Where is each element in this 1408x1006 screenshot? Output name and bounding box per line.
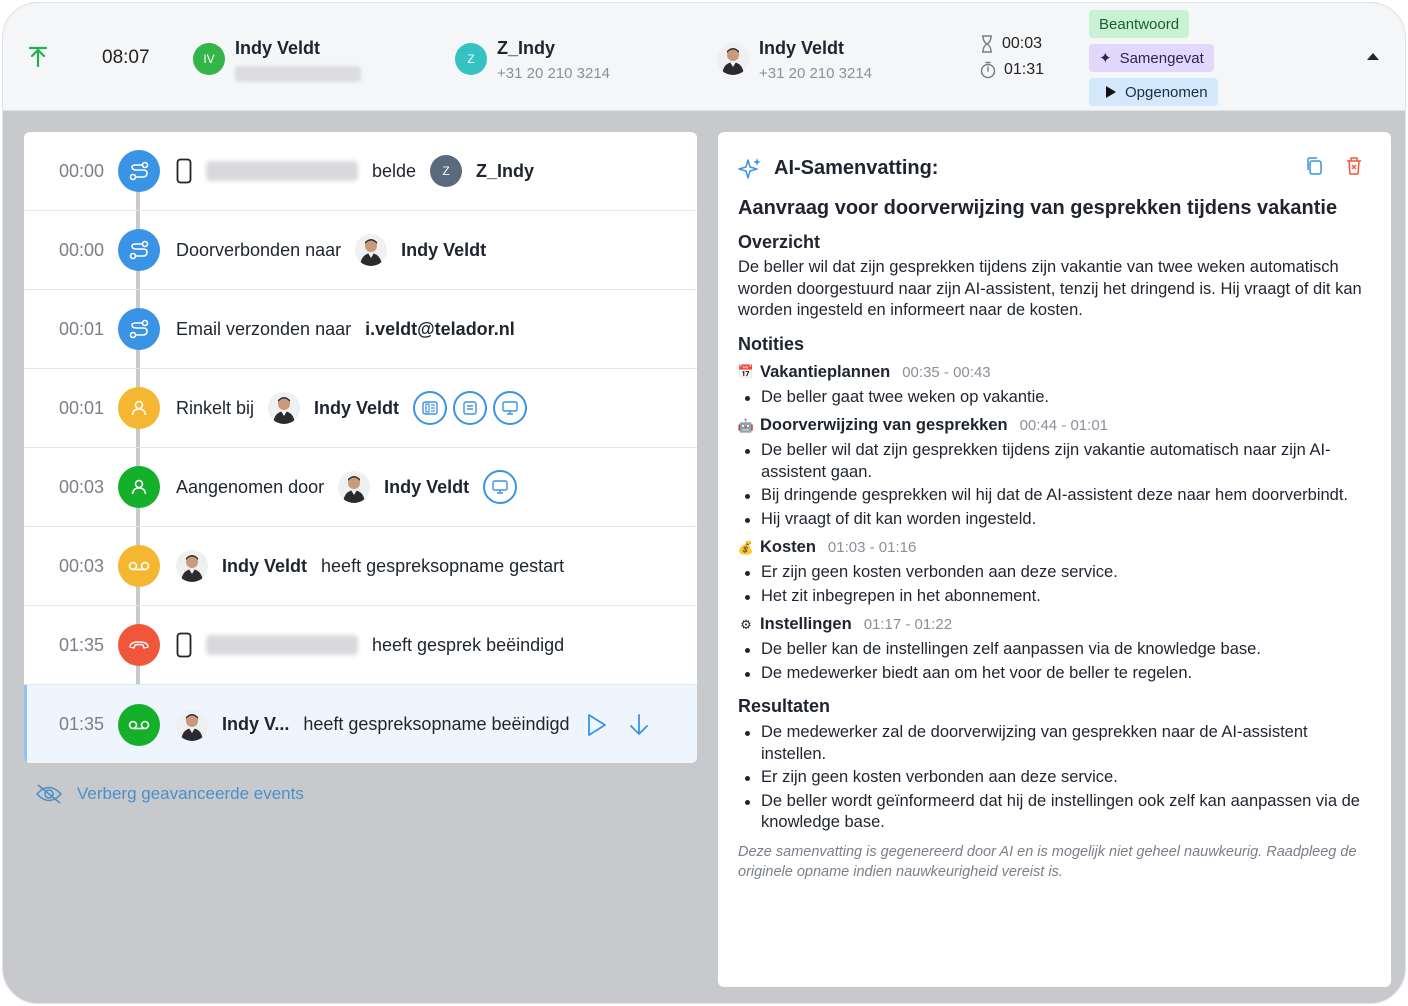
caller-info xyxy=(235,38,361,82)
event-content xyxy=(176,550,564,582)
eye-off-icon xyxy=(35,783,63,805)
note-items xyxy=(738,440,1371,530)
note-title: Doorverwijzing van gesprekken xyxy=(760,416,1008,434)
event-email: i.veldt@telador.nl xyxy=(365,318,515,339)
callee-info xyxy=(497,38,610,82)
event-content xyxy=(176,234,486,266)
event-name: Z_Indy xyxy=(476,160,535,181)
note-title: Vakantieplannen xyxy=(760,362,891,381)
timeline-row xyxy=(24,369,697,448)
note-items xyxy=(738,387,1371,409)
hangup-icon xyxy=(118,624,160,666)
list-item: De medewerker zal de doorverwijzing van gesprekken naar de AI-assistent instellen. xyxy=(738,722,1371,765)
timeline-row xyxy=(24,448,697,527)
note-items xyxy=(738,639,1371,684)
user-icon xyxy=(118,466,160,508)
recorded-badge[interactable] xyxy=(1089,78,1218,106)
event-text: heeft gesprek beëindigd xyxy=(372,634,565,655)
list-item: De beller wil dat zijn gesprekken tijdens zijn vakantie automatisch naar zijn AI-assistent gaan. xyxy=(738,440,1371,483)
event-text: belde xyxy=(372,160,417,181)
timeline-row xyxy=(24,290,697,369)
caller-number-redacted xyxy=(206,161,358,181)
download-icon[interactable] xyxy=(628,713,650,737)
app-phone-icon[interactable] xyxy=(453,391,487,425)
summary-heading-label: AI-Samenvatting: xyxy=(774,156,939,179)
note-heading xyxy=(738,615,1371,634)
results-title: Resultaten xyxy=(738,696,831,716)
event-time: 00:00 xyxy=(58,160,104,181)
call-header[interactable] xyxy=(3,3,1406,111)
caller-number-redacted xyxy=(235,66,361,82)
caller-avatar: IV xyxy=(193,43,225,75)
caller-name: Indy Veldt xyxy=(235,38,321,58)
event-text: heeft gespreksopname beëindigd xyxy=(303,714,570,734)
timeline-row xyxy=(24,606,697,685)
agent-avatar xyxy=(176,550,208,582)
mobile-phone-icon xyxy=(176,158,192,184)
overview-text: De beller wil dat zijn gesprekken tijdens zijn vakantie van twee weken automatisch worden doorgestuurd naar zijn AI-assistent, tenzij het dringend is. Hij vraagt of dit kan worden ingesteld en informeert naar de kosten. xyxy=(738,258,1362,319)
agent-avatar xyxy=(268,392,300,424)
ai-disclaimer: Deze samenvatting is gegenereerd door AI en is mogelijk niet geheel nauwkeurig. Raadpleeg de originele opname indien nauwkeurigheid vereist is. xyxy=(738,843,1357,880)
note-title: Kosten xyxy=(760,538,816,556)
app-frame xyxy=(2,2,1406,1004)
event-content xyxy=(176,470,517,504)
event-content xyxy=(176,709,650,741)
list-item: Hij vraagt of dit kan worden ingesteld. xyxy=(738,509,1371,531)
event-time: 00:01 xyxy=(58,397,104,418)
mobile-phone-icon xyxy=(176,632,192,658)
summary-heading xyxy=(738,154,1371,182)
event-name: Indy Veldt xyxy=(222,555,308,576)
callee-name: Z_Indy xyxy=(497,38,556,58)
list-item: Er zijn geen kosten verbonden aan deze service. xyxy=(738,562,1371,584)
note-title: Instellingen xyxy=(760,615,852,633)
note-heading xyxy=(738,363,1371,382)
event-content xyxy=(176,155,534,187)
note-time-range: 00:35 - 00:43 xyxy=(902,363,991,381)
robot-icon: 🤖 xyxy=(737,417,755,433)
stopwatch-icon xyxy=(980,61,996,79)
hide-advanced-events-link[interactable] xyxy=(35,783,304,805)
event-time: 01:35 xyxy=(58,714,104,734)
summary-actions xyxy=(1305,156,1363,176)
voicemail-icon xyxy=(118,704,160,746)
route-icon xyxy=(118,308,160,350)
recorded-badge-label: Opgenomen xyxy=(1125,83,1208,101)
gear-icon: ⚙ xyxy=(740,616,752,632)
event-name: Indy Veldt xyxy=(384,476,470,497)
list-item: De beller gaat twee weken op vakantie. xyxy=(738,387,1371,409)
hide-advanced-events-label: Verberg geavanceerde events xyxy=(77,784,304,803)
callee-avatar: Z xyxy=(455,43,487,75)
event-content xyxy=(176,632,564,658)
event-time: 01:35 xyxy=(58,634,104,655)
ai-sparkle-icon xyxy=(738,156,762,180)
event-content xyxy=(176,391,527,425)
note-heading xyxy=(738,538,1371,557)
list-item: Bij dringende gesprekken wil hij dat de AI-assistent deze naar hem doorverbindt. xyxy=(738,485,1371,507)
agent-avatar xyxy=(338,471,370,503)
event-text: heeft gespreksopname gestart xyxy=(321,555,565,576)
money-bag-icon: 💰 xyxy=(737,539,755,555)
event-text: Doorverbonden naar xyxy=(176,239,342,260)
agent-avatar xyxy=(176,709,208,741)
notes-title: Notities xyxy=(738,333,805,354)
agent-number: +31 20 210 3214 xyxy=(759,65,873,82)
route-icon xyxy=(118,150,160,192)
event-name: Indy Veldt xyxy=(401,239,487,260)
answered-badge: Beantwoord xyxy=(1089,10,1189,38)
overview-title: Overzicht xyxy=(738,232,821,252)
copy-icon[interactable] xyxy=(1305,156,1323,176)
note-time-range: 00:44 - 01:01 xyxy=(1019,417,1108,434)
calendar-icon: 📅 xyxy=(737,364,755,379)
ringing-devices xyxy=(413,391,527,425)
summary-title: Aanvraag voor doorverwijzing van gesprekken tijdens vakantie xyxy=(738,197,1338,219)
event-time: 00:03 xyxy=(58,476,104,497)
callee-number: +31 20 210 3214 xyxy=(497,65,611,82)
route-icon xyxy=(118,229,160,271)
timeline-row xyxy=(24,132,697,211)
voicemail-icon xyxy=(118,545,160,587)
timeline-row xyxy=(24,211,697,290)
outgoing-call-icon xyxy=(25,45,51,71)
agent-avatar xyxy=(355,234,387,266)
ai-summary-panel xyxy=(718,132,1391,987)
event-time: 00:03 xyxy=(58,555,104,576)
sparkle-icon: ✦ xyxy=(1099,50,1112,67)
results-items xyxy=(738,722,1371,834)
event-text: Aangenomen door xyxy=(176,476,325,497)
play-recording-icon[interactable] xyxy=(586,713,608,737)
caller-number-redacted xyxy=(206,635,358,655)
call-duration xyxy=(980,61,1044,79)
agent-info xyxy=(759,38,872,82)
collapse-caret-icon[interactable] xyxy=(1367,53,1379,60)
summarized-badge[interactable] xyxy=(1089,44,1214,72)
note-time-range: 01:17 - 01:22 xyxy=(863,616,953,633)
note-items xyxy=(738,562,1371,607)
desktop-icon[interactable] xyxy=(493,391,527,425)
note-heading xyxy=(738,416,1371,435)
event-text: Email verzonden naar xyxy=(176,318,352,339)
event-name: Indy Veldt xyxy=(314,397,400,418)
desk-phone-icon[interactable] xyxy=(413,391,447,425)
hourglass-icon xyxy=(980,35,994,53)
event-name: Indy V... xyxy=(222,714,290,734)
list-item: De beller kan de instellingen zelf aanpassen via de knowledge base. xyxy=(738,639,1371,661)
event-timeline xyxy=(24,132,697,763)
play-icon xyxy=(1105,86,1117,98)
list-item: Er zijn geen kosten verbonden aan deze service. xyxy=(738,767,1371,789)
list-item: De beller wordt geïnformeerd dat hij de instellingen ook zelf kan aanpassen via de knowledge base. xyxy=(738,791,1371,834)
list-item: De medewerker biedt aan om het voor de beller te regelen. xyxy=(738,663,1371,685)
event-time: 00:00 xyxy=(58,239,104,260)
note-time-range: 01:03 - 01:16 xyxy=(827,539,917,556)
list-item: Het zit inbegrepen in het abonnement. xyxy=(738,586,1371,608)
callee-avatar: Z xyxy=(430,155,462,187)
wait-time xyxy=(980,35,1042,53)
summarized-badge-label: Samengevat xyxy=(1119,49,1204,67)
event-text: Rinkelt bij xyxy=(176,397,255,418)
desktop-icon[interactable] xyxy=(483,470,517,504)
event-time: 00:01 xyxy=(58,318,104,339)
call-start-time: 08:07 xyxy=(102,47,150,68)
event-content xyxy=(176,319,515,340)
agent-name: Indy Veldt xyxy=(759,38,845,58)
user-icon xyxy=(118,387,160,429)
timeline-row xyxy=(24,685,697,763)
timeline-row xyxy=(24,527,697,606)
delete-icon[interactable] xyxy=(1345,156,1363,176)
wait-time-value: 00:03 xyxy=(1002,35,1043,52)
call-duration-value: 01:31 xyxy=(1004,61,1045,78)
agent-avatar xyxy=(717,43,749,75)
